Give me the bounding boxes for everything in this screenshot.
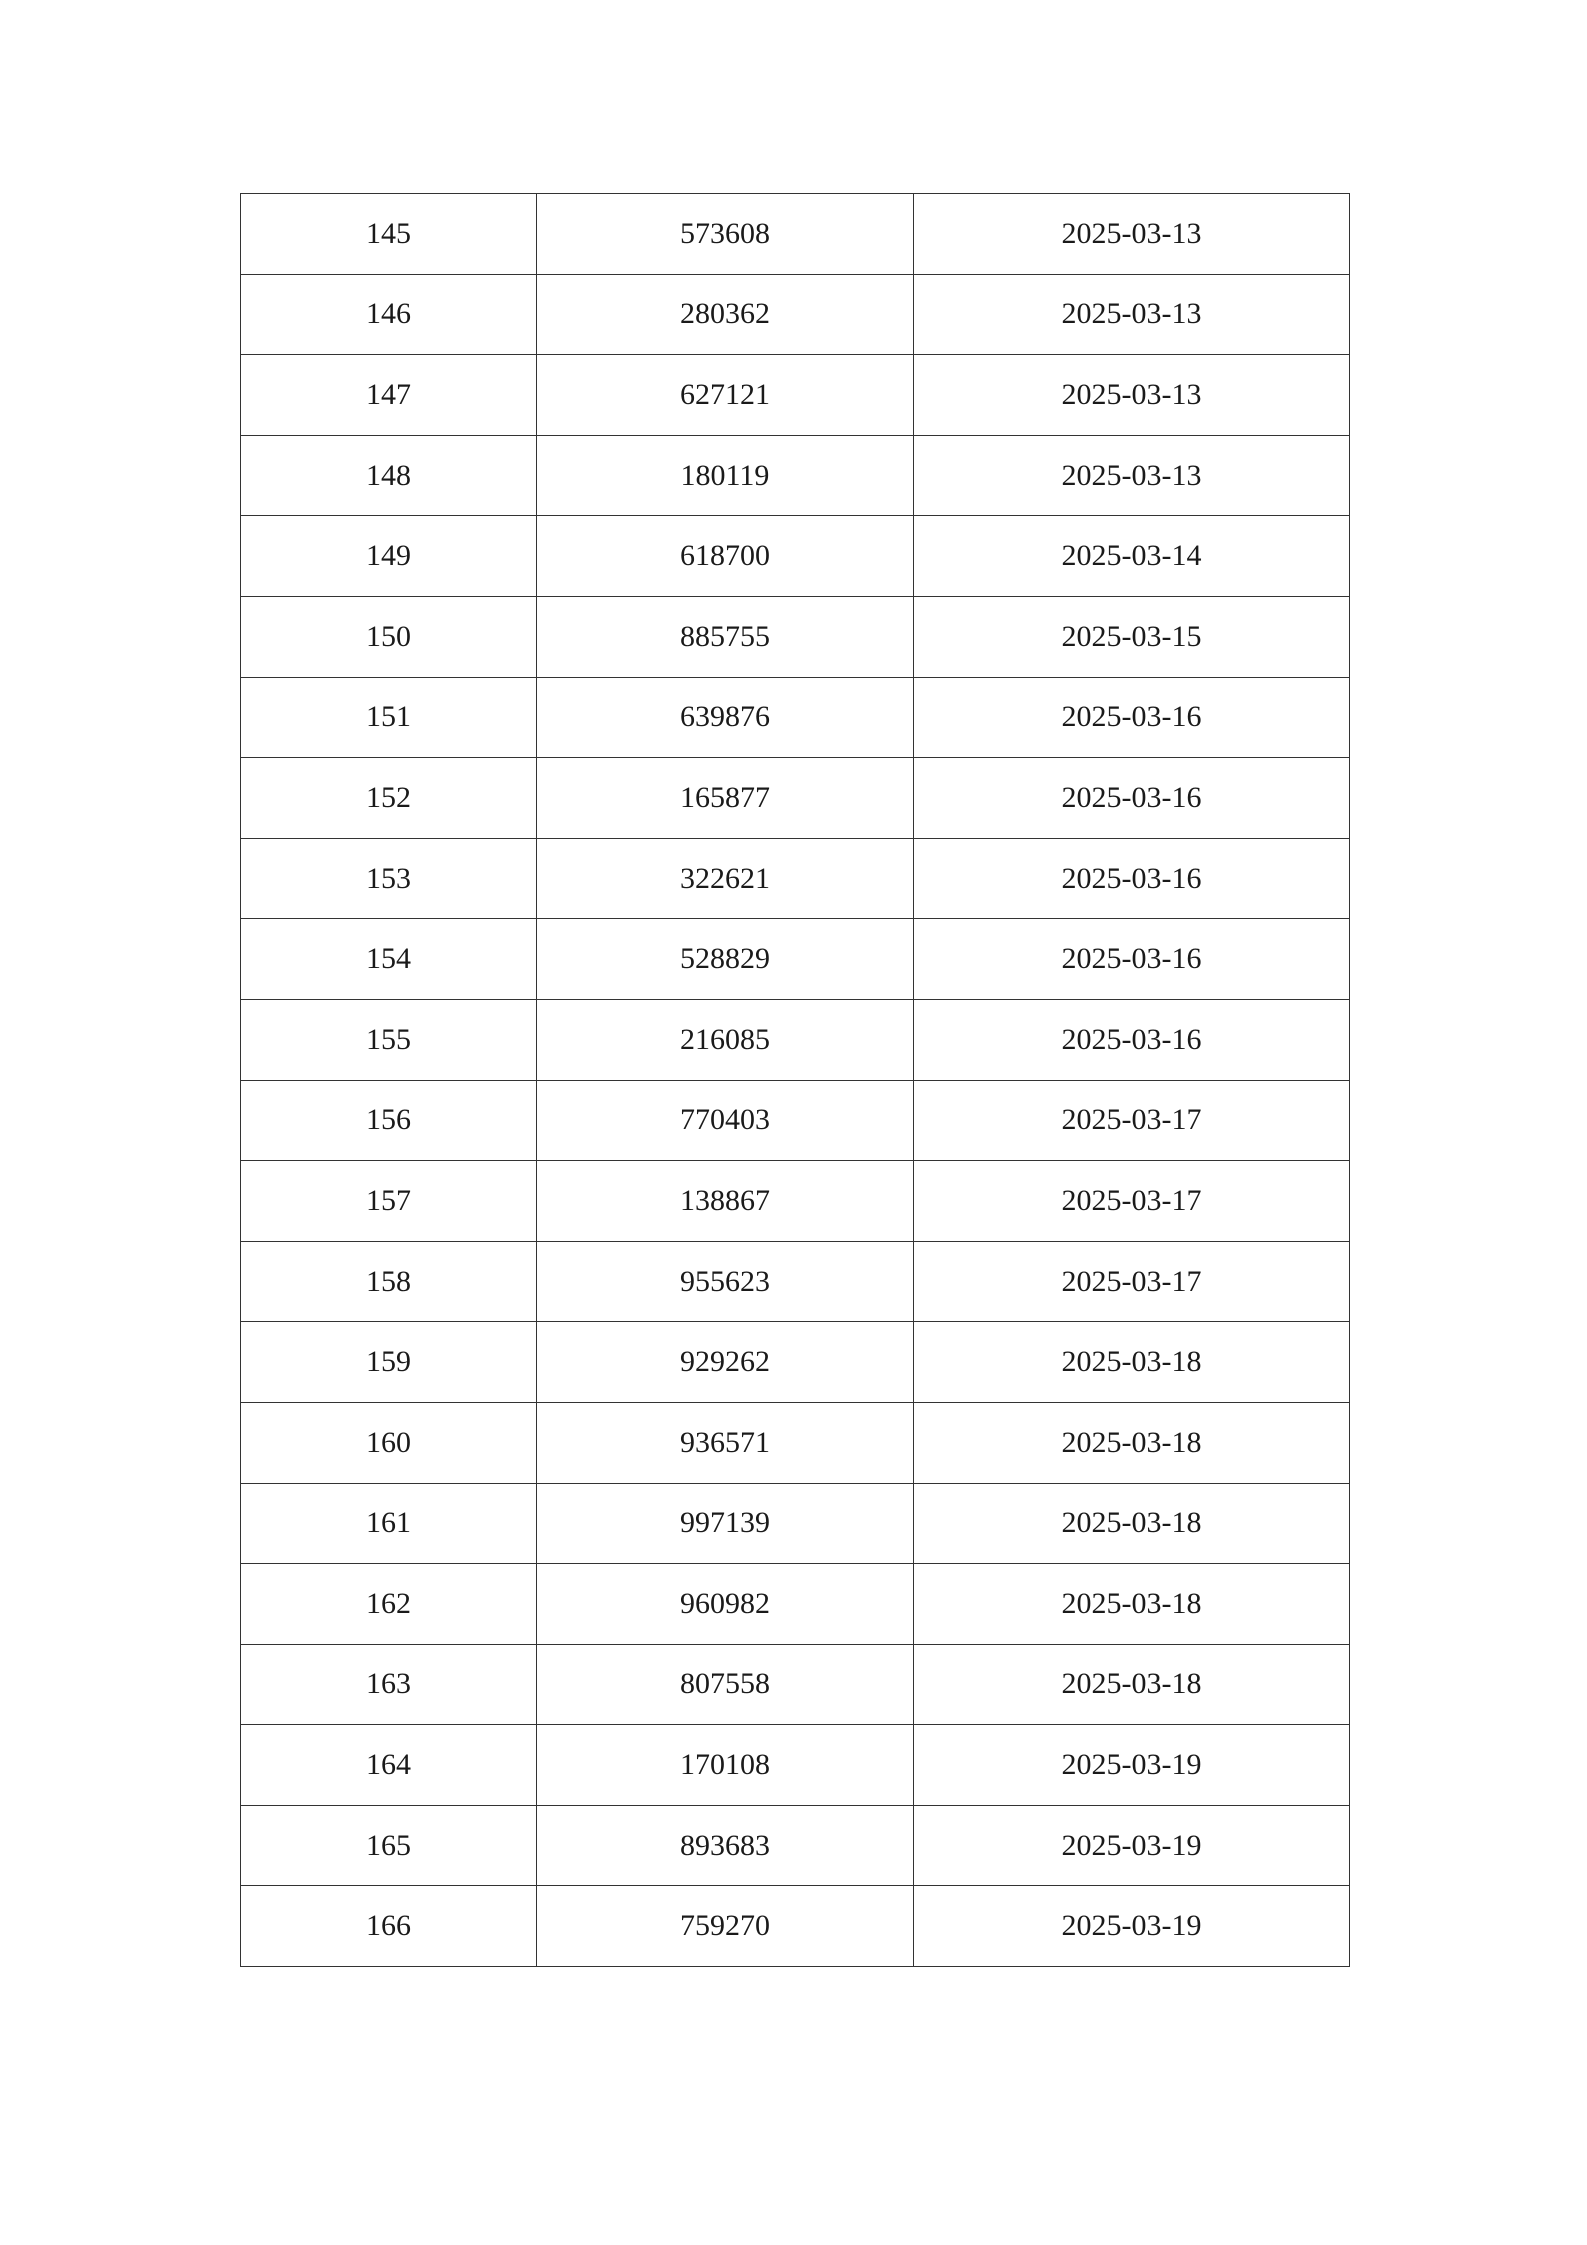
code-cell: 936571 bbox=[537, 1402, 914, 1483]
table-row bbox=[241, 1886, 1350, 1967]
row-number-cell: 155 bbox=[241, 999, 537, 1080]
date-cell: 2025-03-18 bbox=[914, 1644, 1350, 1725]
row-number-cell: 152 bbox=[241, 758, 537, 839]
table-row bbox=[241, 1241, 1350, 1322]
row-number-cell: 163 bbox=[241, 1644, 537, 1725]
date-cell: 2025-03-16 bbox=[914, 838, 1350, 919]
code-cell: 807558 bbox=[537, 1644, 914, 1725]
row-number-cell: 159 bbox=[241, 1322, 537, 1403]
date-cell: 2025-03-18 bbox=[914, 1564, 1350, 1645]
table-row bbox=[241, 1161, 1350, 1242]
date-cell: 2025-03-18 bbox=[914, 1483, 1350, 1564]
code-cell: 929262 bbox=[537, 1322, 914, 1403]
row-number-cell: 150 bbox=[241, 596, 537, 677]
row-number-cell: 166 bbox=[241, 1886, 537, 1967]
table-row bbox=[241, 435, 1350, 516]
row-number-cell: 147 bbox=[241, 355, 537, 436]
row-number-cell: 158 bbox=[241, 1241, 537, 1322]
row-number-cell: 154 bbox=[241, 919, 537, 1000]
row-number-cell: 165 bbox=[241, 1805, 537, 1886]
code-cell: 770403 bbox=[537, 1080, 914, 1161]
table-row bbox=[241, 1483, 1350, 1564]
date-cell: 2025-03-13 bbox=[914, 274, 1350, 355]
row-number-cell: 162 bbox=[241, 1564, 537, 1645]
table-row bbox=[241, 1644, 1350, 1725]
date-cell: 2025-03-18 bbox=[914, 1402, 1350, 1483]
table-row bbox=[241, 596, 1350, 677]
table-row bbox=[241, 1322, 1350, 1403]
row-number-cell: 145 bbox=[241, 194, 537, 275]
row-number-cell: 160 bbox=[241, 1402, 537, 1483]
table-row bbox=[241, 516, 1350, 597]
date-cell: 2025-03-17 bbox=[914, 1161, 1350, 1242]
table-row bbox=[241, 1725, 1350, 1806]
table-row bbox=[241, 1080, 1350, 1161]
table-row bbox=[241, 194, 1350, 275]
table-row bbox=[241, 1564, 1350, 1645]
table-row bbox=[241, 355, 1350, 436]
row-number-cell: 157 bbox=[241, 1161, 537, 1242]
date-cell: 2025-03-18 bbox=[914, 1322, 1350, 1403]
code-cell: 885755 bbox=[537, 596, 914, 677]
code-cell: 170108 bbox=[537, 1725, 914, 1806]
table-row bbox=[241, 838, 1350, 919]
code-cell: 955623 bbox=[537, 1241, 914, 1322]
code-cell: 618700 bbox=[537, 516, 914, 597]
date-cell: 2025-03-19 bbox=[914, 1805, 1350, 1886]
table-row bbox=[241, 758, 1350, 839]
table-row bbox=[241, 999, 1350, 1080]
date-cell: 2025-03-13 bbox=[914, 355, 1350, 436]
row-number-cell: 146 bbox=[241, 274, 537, 355]
table-row bbox=[241, 919, 1350, 1000]
code-cell: 759270 bbox=[537, 1886, 914, 1967]
code-cell: 960982 bbox=[537, 1564, 914, 1645]
code-cell: 180119 bbox=[537, 435, 914, 516]
row-number-cell: 153 bbox=[241, 838, 537, 919]
code-cell: 893683 bbox=[537, 1805, 914, 1886]
records-table-body bbox=[241, 194, 1350, 1967]
date-cell: 2025-03-13 bbox=[914, 435, 1350, 516]
table-row bbox=[241, 1402, 1350, 1483]
code-cell: 138867 bbox=[537, 1161, 914, 1242]
date-cell: 2025-03-16 bbox=[914, 919, 1350, 1000]
table-row bbox=[241, 677, 1350, 758]
code-cell: 322621 bbox=[537, 838, 914, 919]
date-cell: 2025-03-17 bbox=[914, 1080, 1350, 1161]
date-cell: 2025-03-19 bbox=[914, 1886, 1350, 1967]
date-cell: 2025-03-19 bbox=[914, 1725, 1350, 1806]
code-cell: 573608 bbox=[537, 194, 914, 275]
date-cell: 2025-03-13 bbox=[914, 194, 1350, 275]
records-table bbox=[240, 193, 1350, 1967]
code-cell: 528829 bbox=[537, 919, 914, 1000]
code-cell: 280362 bbox=[537, 274, 914, 355]
code-cell: 997139 bbox=[537, 1483, 914, 1564]
date-cell: 2025-03-17 bbox=[914, 1241, 1350, 1322]
code-cell: 216085 bbox=[537, 999, 914, 1080]
table-row bbox=[241, 1805, 1350, 1886]
code-cell: 627121 bbox=[537, 355, 914, 436]
table-row bbox=[241, 274, 1350, 355]
date-cell: 2025-03-14 bbox=[914, 516, 1350, 597]
code-cell: 639876 bbox=[537, 677, 914, 758]
row-number-cell: 148 bbox=[241, 435, 537, 516]
code-cell: 165877 bbox=[537, 758, 914, 839]
row-number-cell: 161 bbox=[241, 1483, 537, 1564]
date-cell: 2025-03-15 bbox=[914, 596, 1350, 677]
date-cell: 2025-03-16 bbox=[914, 758, 1350, 839]
row-number-cell: 149 bbox=[241, 516, 537, 597]
row-number-cell: 164 bbox=[241, 1725, 537, 1806]
row-number-cell: 156 bbox=[241, 1080, 537, 1161]
date-cell: 2025-03-16 bbox=[914, 999, 1350, 1080]
row-number-cell: 151 bbox=[241, 677, 537, 758]
date-cell: 2025-03-16 bbox=[914, 677, 1350, 758]
